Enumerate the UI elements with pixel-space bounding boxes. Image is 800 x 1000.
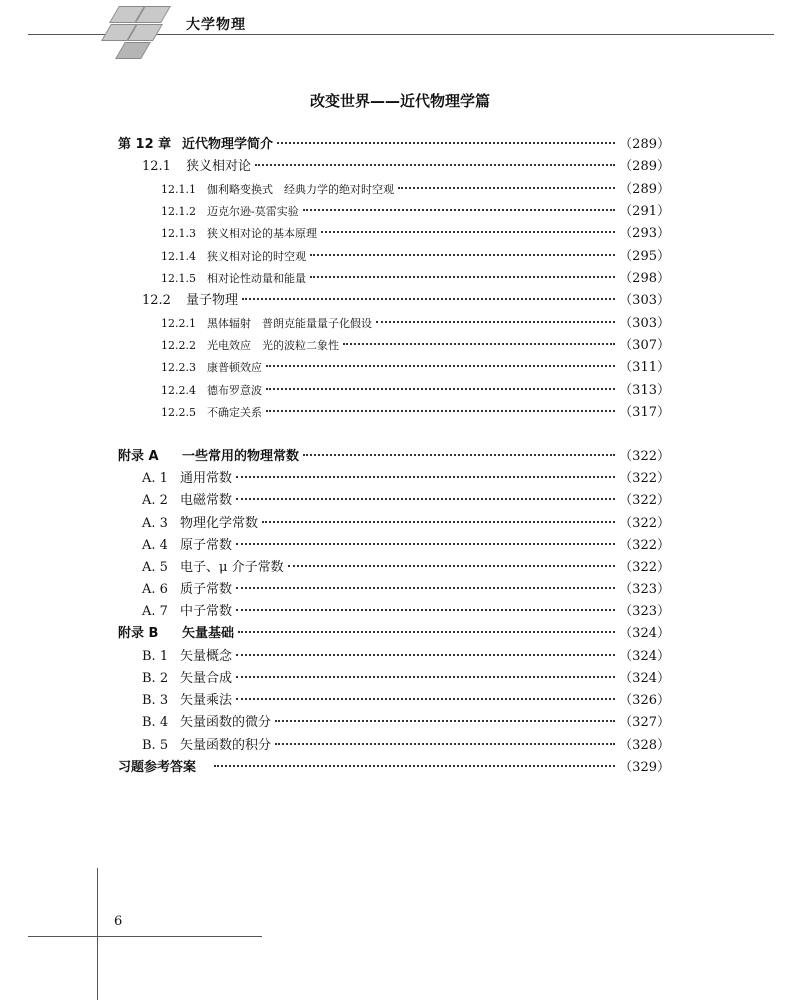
toc-entry-title: 狭义相对论的基本原理 bbox=[207, 227, 317, 240]
toc-entry[interactable] bbox=[161, 356, 670, 375]
dot-leader bbox=[236, 698, 615, 700]
toc-entry-number: 12.1.3 bbox=[161, 227, 196, 240]
dot-leader bbox=[275, 743, 615, 745]
dot-leader bbox=[266, 388, 615, 390]
toc-entry-title: 中子常数 bbox=[180, 604, 233, 619]
toc-entry-page: （328） bbox=[619, 738, 670, 753]
toc-entry-page: （293） bbox=[619, 226, 670, 241]
toc-entry[interactable] bbox=[161, 245, 670, 264]
dot-leader bbox=[376, 321, 615, 323]
toc-entry-page: （298） bbox=[619, 271, 670, 286]
toc-entry-page: （326） bbox=[619, 693, 670, 708]
toc-entry-page: （323） bbox=[619, 604, 670, 619]
toc-entry-number: A. 4 bbox=[142, 538, 168, 553]
toc-entry-page: （322） bbox=[619, 493, 670, 508]
toc-entry-number: B. 3 bbox=[142, 693, 169, 708]
toc-entry-number: 附录 A bbox=[118, 449, 159, 464]
toc-entry[interactable] bbox=[142, 512, 670, 531]
toc-entry-number: A. 5 bbox=[142, 560, 168, 575]
toc-entry-number: 第 12 章 bbox=[118, 137, 172, 152]
toc-entry-title: 习题参考答案 bbox=[118, 760, 197, 775]
dot-leader bbox=[266, 410, 615, 412]
dot-leader bbox=[214, 765, 615, 767]
dot-leader bbox=[262, 521, 615, 523]
toc-entry[interactable] bbox=[142, 489, 670, 508]
toc-entry-page: （295） bbox=[619, 249, 670, 264]
toc-entry-title: 矢量概念 bbox=[180, 649, 233, 664]
toc-entry-number: B. 4 bbox=[142, 715, 169, 730]
toc-entry[interactable] bbox=[161, 267, 670, 286]
toc-entry-title: 黑体辐射 普朗克能量量子化假设 bbox=[207, 317, 372, 330]
toc-entry-page: （324） bbox=[619, 626, 670, 641]
toc-entry-number: 12.2.2 bbox=[161, 339, 196, 352]
toc-entry-number: 12.1.2 bbox=[161, 205, 196, 218]
toc-entry[interactable] bbox=[142, 667, 670, 686]
toc-entry-title: 近代物理学简介 bbox=[182, 137, 274, 152]
toc-entry[interactable] bbox=[142, 645, 670, 664]
toc-entry-page: （303） bbox=[619, 316, 670, 331]
dot-leader bbox=[321, 231, 615, 233]
toc-entry-number: 12.1.5 bbox=[161, 272, 196, 285]
dot-leader bbox=[236, 543, 615, 545]
dot-leader bbox=[236, 476, 615, 478]
dot-leader bbox=[303, 209, 615, 211]
toc-entry-number: 12.2.4 bbox=[161, 384, 196, 397]
toc-entry-number: A. 2 bbox=[142, 493, 168, 508]
toc-entry-page: （322） bbox=[619, 471, 670, 486]
toc-entry-page: （289） bbox=[619, 182, 670, 197]
toc-entry[interactable] bbox=[142, 155, 670, 174]
toc-entry[interactable] bbox=[142, 578, 670, 597]
toc-entry-title: 光电效应 光的波粒二象性 bbox=[207, 339, 339, 352]
toc-entry-number: A. 3 bbox=[142, 516, 168, 531]
dot-leader bbox=[310, 254, 615, 256]
toc-entry-number: 附录 B bbox=[118, 626, 159, 641]
dot-leader bbox=[236, 498, 615, 500]
footer-horizontal-rule bbox=[28, 936, 262, 937]
toc-entry-number: 12.2 bbox=[142, 293, 171, 308]
toc-entry[interactable] bbox=[161, 178, 670, 197]
toc-entry-title: 不确定关系 bbox=[207, 406, 262, 419]
toc-entry-title: 伽利略变换式 经典力学的绝对时空观 bbox=[207, 183, 394, 196]
toc-entry[interactable] bbox=[161, 401, 670, 420]
dot-leader bbox=[266, 365, 615, 367]
toc-entry[interactable] bbox=[142, 289, 670, 308]
toc-entry-number: A. 7 bbox=[142, 604, 168, 619]
toc-entry[interactable] bbox=[142, 711, 670, 730]
toc-entry[interactable] bbox=[142, 689, 670, 708]
toc-entry[interactable] bbox=[161, 312, 670, 331]
toc-entry-title: 德布罗意波 bbox=[207, 384, 262, 397]
dot-leader bbox=[236, 676, 615, 678]
toc-entry-title: 矢量基础 bbox=[182, 626, 235, 641]
dot-leader bbox=[277, 142, 615, 144]
dot-leader bbox=[275, 720, 615, 722]
book-logo-icon bbox=[96, 0, 176, 60]
footer-vertical-rule bbox=[97, 868, 98, 1000]
dot-leader bbox=[236, 587, 615, 589]
toc-entry[interactable] bbox=[161, 222, 670, 241]
toc-entry-title: 量子物理 bbox=[186, 293, 239, 308]
toc-entry-page: （329） bbox=[619, 760, 670, 775]
toc-entry-page: （322） bbox=[619, 560, 670, 575]
toc-entry[interactable] bbox=[118, 445, 670, 464]
toc-entry-number: 12.2.1 bbox=[161, 317, 196, 330]
toc-entry-title: 矢量合成 bbox=[180, 671, 233, 686]
toc-entry[interactable] bbox=[161, 334, 670, 353]
toc-entry-title: 相对论性动量和能量 bbox=[207, 272, 306, 285]
dot-leader bbox=[398, 187, 615, 189]
toc-entry[interactable] bbox=[142, 534, 670, 553]
toc-entry-title: 原子常数 bbox=[180, 538, 233, 553]
toc-entry-title: 迈克尔逊-莫雷实验 bbox=[207, 205, 299, 218]
toc-entry-page: （307） bbox=[619, 338, 670, 353]
dot-leader bbox=[310, 276, 615, 278]
toc-entry[interactable] bbox=[142, 556, 670, 575]
toc-entry-page: （317） bbox=[619, 405, 670, 420]
toc-entry-title: 一些常用的物理常数 bbox=[182, 449, 300, 464]
toc-entry-page: （289） bbox=[619, 137, 670, 152]
toc-entry[interactable] bbox=[142, 734, 670, 753]
toc-entry-title: 康普顿效应 bbox=[207, 361, 262, 374]
toc-entry-page: （322） bbox=[619, 449, 670, 464]
toc-entry-page: （311） bbox=[619, 360, 670, 375]
toc-entry[interactable] bbox=[142, 467, 670, 486]
toc-entry-page: （289） bbox=[619, 159, 670, 174]
toc-entry-title: 电磁常数 bbox=[180, 493, 233, 508]
toc-entry[interactable] bbox=[118, 622, 670, 641]
toc-entry-title: 矢量函数的微分 bbox=[180, 715, 272, 730]
toc-entry-number: A. 6 bbox=[142, 582, 168, 597]
toc-entry-page: （324） bbox=[619, 649, 670, 664]
toc-entry-number: B. 5 bbox=[142, 738, 169, 753]
toc-entry-number: 12.1 bbox=[142, 159, 171, 174]
toc-entry-title: 矢量乘法 bbox=[180, 693, 233, 708]
dot-leader bbox=[236, 654, 615, 656]
dot-leader bbox=[255, 164, 615, 166]
dot-leader bbox=[303, 454, 615, 456]
toc-entry-page: （327） bbox=[619, 715, 670, 730]
toc-entry-page: （322） bbox=[619, 516, 670, 531]
toc-entry-title: 物理化学常数 bbox=[180, 516, 259, 531]
toc-entry-number: 12.1.4 bbox=[161, 250, 196, 263]
toc-entry-title: 电子、μ 介子常数 bbox=[180, 560, 284, 575]
toc-entry-page: （303） bbox=[619, 293, 670, 308]
toc-entry[interactable] bbox=[161, 379, 670, 398]
dot-leader bbox=[343, 343, 615, 345]
toc-entry-number: A. 1 bbox=[142, 471, 168, 486]
toc-entry-page: （313） bbox=[619, 383, 670, 398]
toc-entry-page: （322） bbox=[619, 538, 670, 553]
toc-entry-page: （324） bbox=[619, 671, 670, 686]
toc-entry-number: B. 1 bbox=[142, 649, 169, 664]
toc-entry[interactable] bbox=[161, 200, 670, 219]
toc-entry-title: 狭义相对论的时空观 bbox=[207, 250, 306, 263]
dot-leader bbox=[288, 565, 616, 567]
toc-entry-page: （291） bbox=[619, 204, 670, 219]
toc-entry-number: B. 2 bbox=[142, 671, 169, 686]
toc-entry-number: 12.1.1 bbox=[161, 183, 196, 196]
toc-entry-title: 矢量函数的积分 bbox=[180, 738, 272, 753]
dot-leader bbox=[238, 631, 615, 633]
toc-entry-title: 狭义相对论 bbox=[186, 159, 252, 174]
toc-entry[interactable] bbox=[118, 756, 670, 775]
toc-entry-page: （323） bbox=[619, 582, 670, 597]
toc-entry[interactable] bbox=[142, 600, 670, 619]
dot-leader bbox=[242, 298, 615, 300]
toc-entry-number: 12.2.5 bbox=[161, 406, 196, 419]
toc-entry-title: 质子常数 bbox=[180, 582, 233, 597]
toc-entry[interactable] bbox=[118, 133, 670, 152]
dot-leader bbox=[236, 609, 615, 611]
book-title: 大学物理 bbox=[186, 17, 246, 33]
toc-entry-number: 12.2.3 bbox=[161, 361, 196, 374]
page-number: 6 bbox=[114, 914, 123, 929]
toc-entry-title: 通用常数 bbox=[180, 471, 233, 486]
part-title: 改变世界——近代物理学篇 bbox=[309, 92, 490, 110]
